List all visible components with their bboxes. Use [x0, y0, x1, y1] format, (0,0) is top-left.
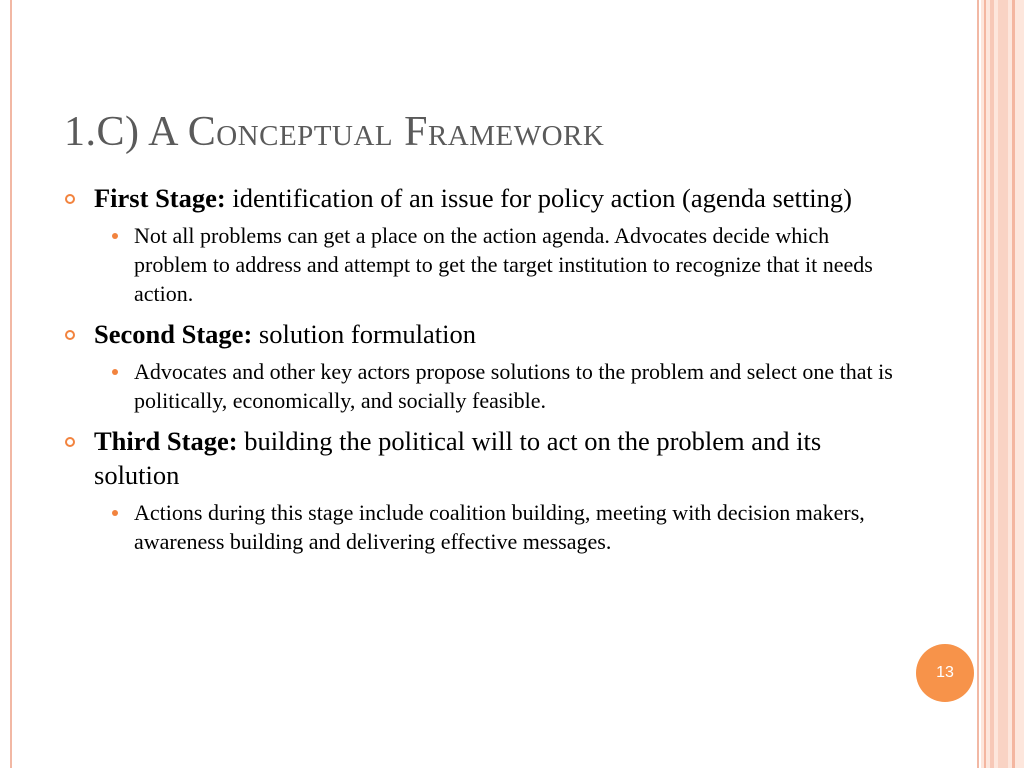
stage-text: identification of an issue for policy action (agenda setting): [225, 183, 852, 213]
dot-bullet-icon: [112, 510, 118, 516]
stage-item-second: [62, 317, 902, 351]
slide-title: 1.C) A Conceptual Framework: [64, 109, 605, 155]
side-stripe: [998, 0, 1008, 768]
stage-text: building the political will to act on the problem and its solution: [94, 426, 822, 490]
stage-item-first: [62, 181, 902, 215]
ring-bullet-icon: [65, 194, 75, 204]
side-stripe: [984, 0, 986, 768]
stage-subitem: [62, 221, 902, 308]
stage-subitem: [62, 357, 902, 415]
slide-content: [62, 181, 902, 556]
stage-subitem: [62, 498, 902, 556]
ring-bullet-icon: [65, 437, 75, 447]
stage-lead: Second Stage:: [94, 319, 253, 349]
stage-item-third: [62, 424, 902, 492]
page-number-badge: 13: [916, 644, 974, 702]
stage-subtext: Advocates and other key actors propose solutions to the problem and select one that is politically, economically, and socially feasible.: [134, 359, 893, 413]
dot-bullet-icon: [112, 369, 118, 375]
ring-bullet-icon: [65, 330, 75, 340]
stage-text: solution formulation: [252, 319, 477, 349]
stage-lead: First Stage:: [94, 183, 226, 213]
stage-subtext: Not all problems can get a place on the action agenda. Advocates decide which problem to address and attempt to get the target institution to recognize that it needs action.: [134, 223, 873, 306]
stage-lead: Third Stage:: [94, 426, 238, 456]
stage-subtext: Actions during this stage include coalition building, meeting with decision makers, awareness building and delivering effective messages.: [134, 500, 865, 554]
dot-bullet-icon: [112, 233, 118, 239]
side-stripe: [1012, 0, 1015, 768]
side-stripe: [990, 0, 994, 768]
